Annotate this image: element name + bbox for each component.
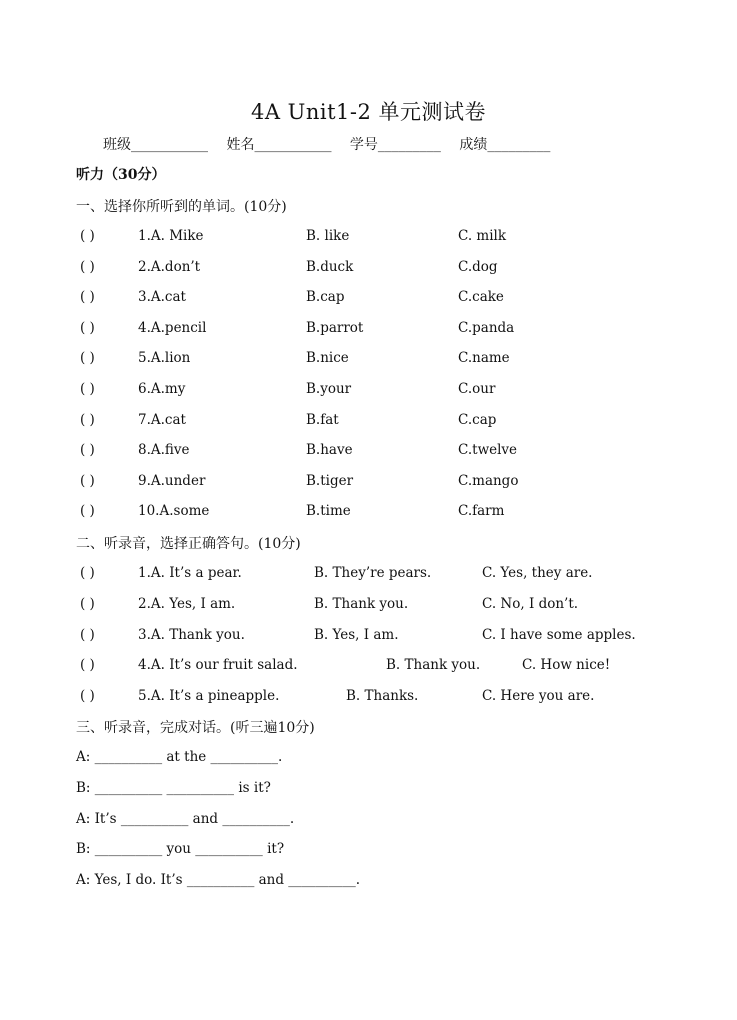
score-blank: _________ [487,137,551,153]
option-a: 7.A.cat [138,411,186,428]
option-b: B.time [306,503,351,520]
option-a: 3.A.cat [138,289,186,306]
option-b: B.cap [306,289,345,306]
option-a: 3.A. Thank you. [138,626,245,643]
score-field [459,134,550,154]
answer-bracket: ( ) [80,289,95,306]
dialogue-line: B: __________ __________ is it? [76,779,271,796]
option-b: B.tiger [306,472,354,489]
option-c: C.panda [458,319,515,336]
option-b: B. Thank you. [314,595,409,612]
option-a: 4.A. It’s our fruit salad. [138,657,298,674]
option-b: B.nice [306,350,349,367]
answer-bracket: ( ) [80,228,95,244]
option-c: C.our [458,381,496,397]
dialogue-line: A: Yes, I do. It’s __________ and __________. [76,872,361,889]
student-info-line [103,134,564,154]
option-b: B. Yes, I am. [314,626,399,643]
class-label: 班级 [103,137,131,153]
answer-bracket: ( ) [80,258,95,275]
name-label: 姓名 [226,137,255,153]
name-field [226,134,331,154]
answer-bracket: ( ) [80,442,95,459]
answer-bracket: ( ) [80,688,95,705]
option-c: C. Here you are. [482,688,595,705]
dialogue-line: A: It’s __________ and __________. [76,810,295,827]
class-field [103,134,208,154]
student-number-field [350,134,441,154]
option-c: C.cap [458,411,497,428]
answer-bracket: ( ) [80,657,95,674]
answer-bracket: ( ) [80,381,95,397]
part1-header: 一、选择你所听到的单词。(10分) [76,199,287,215]
option-b: B.parrot [306,319,364,336]
option-a: 8.A.five [138,442,190,459]
option-c: C.mango [458,472,519,489]
option-a: 9.A.under [138,472,206,489]
part2-header: 二、听录音，选择正确答句。(10分) [76,536,301,552]
student-number-label: 学号 [349,137,378,153]
option-b: B. Thank you. [386,657,481,674]
option-c: C.name [458,350,510,367]
option-a: 1.A. It’s a pear. [138,565,242,581]
option-c: C. I have some apples. [482,626,636,643]
option-b: B.duck [306,258,354,275]
option-c: C. milk [458,228,507,244]
answer-bracket: ( ) [80,626,95,643]
option-a: 10.A.some [138,503,210,520]
option-b: B. like [306,228,350,244]
answer-bracket: ( ) [80,565,95,581]
answer-bracket: ( ) [80,411,95,428]
option-b: B.fat [306,411,339,428]
option-b: B.have [306,442,353,459]
option-c: C.dog [458,258,498,275]
option-c: C. Yes, they are. [482,565,593,581]
answer-bracket: ( ) [80,472,95,489]
option-a: 5.A. It’s a pineapple. [138,688,280,705]
dialogue-line: B: __________ you __________ it? [76,841,285,858]
option-a: 6.A.my [138,381,186,397]
part3-header: 三、听录音，完成对话。(听三遍10分) [76,720,315,736]
option-a: 5.A.lion [138,350,191,367]
option-a: 2.A. Yes, I am. [138,595,236,612]
name-blank: ___________ [254,137,332,153]
answer-bracket: ( ) [80,350,95,367]
option-c: C.cake [458,289,504,306]
option-c: C.twelve [458,442,518,459]
option-b: B.your [306,381,352,397]
class-blank: ___________ [131,137,208,153]
listening-header: 听力（30分） [76,167,166,183]
option-a: 2.A.don’t [138,258,201,275]
student-number-blank: _________ [377,137,441,153]
page-title: 4A Unit1-2 单元测试卷 [250,100,487,124]
dialogue-line: A: __________ at the __________. [76,749,283,765]
score-label: 成绩 [459,137,488,153]
answer-bracket: ( ) [80,319,95,336]
answer-bracket: ( ) [80,503,95,520]
option-c: C. No, I don’t. [482,595,579,612]
option-a: 1.A. Mike [138,228,204,244]
option-a: 4.A.pencil [138,319,207,336]
option-c: C. How nice! [522,657,611,674]
option-c: C.farm [458,503,505,520]
option-b: B. They’re pears. [314,565,432,581]
option-b: B. Thanks. [346,688,419,705]
answer-bracket: ( ) [80,595,95,612]
